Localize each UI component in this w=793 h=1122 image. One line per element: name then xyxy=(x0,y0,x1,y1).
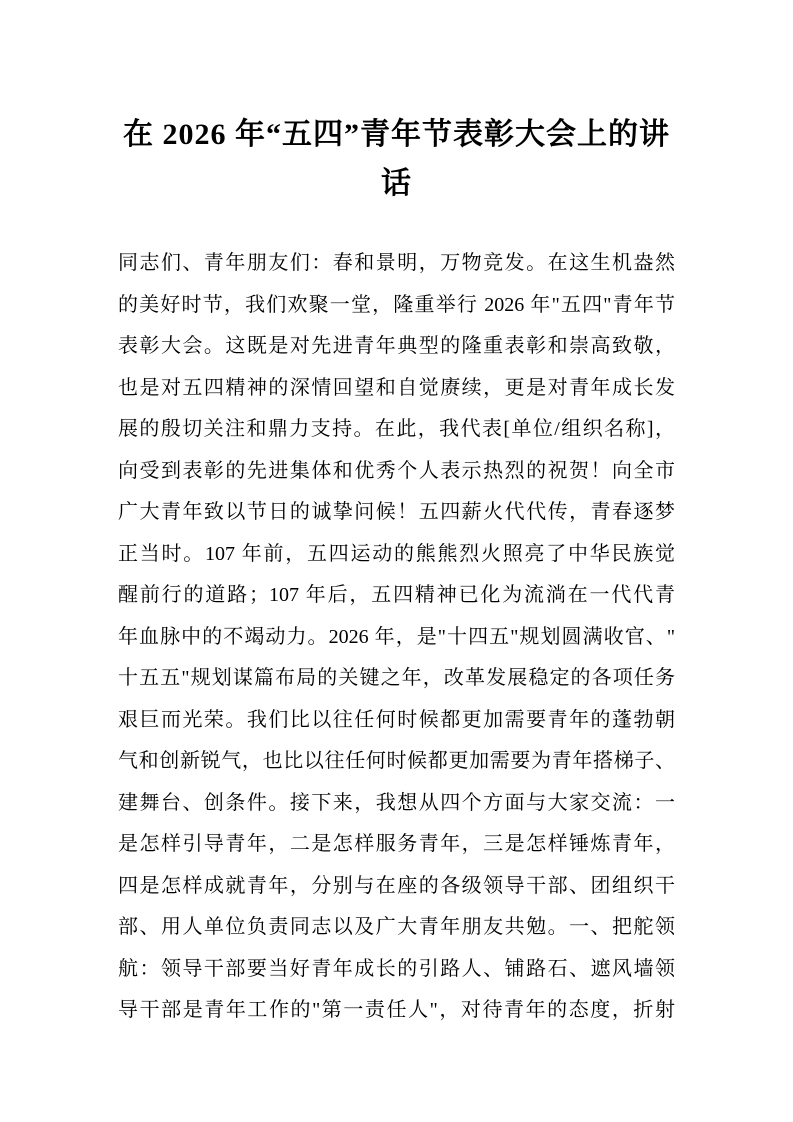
document-body xyxy=(118,243,675,1032)
text-line: 四是怎样成就青年，分别与在座的各级领导干部、团组织干 xyxy=(118,874,675,897)
text-line: 气和创新锐气，也比以往任何时候都更加需要为青年搭梯子、 xyxy=(118,750,675,772)
text-line: 同志们、青年朋友们：春和景明，万物竞发。在这生机盎然 xyxy=(118,252,675,274)
text-line: 艰巨而光荣。我们比以往任何时候都更加需要青年的蓬勃朝 xyxy=(118,708,675,731)
text-line: 也是对五四精神的深情回望和自觉赓续，更是对青年成长发 xyxy=(118,376,675,399)
text-line: 是怎样引导青年，二是怎样服务青年，三是怎样锤炼青年， xyxy=(118,833,675,855)
text-line: 展的殷切关注和鼎力支持。在此，我代表[单位/组织名称]， xyxy=(118,418,675,440)
text-line: 正当时。107 年前，五四运动的熊熊烈火照亮了中华民族觉 xyxy=(118,542,675,565)
text-line: 的美好时节，我们欢聚一堂，隆重举行 2026 年"五四"青年节 xyxy=(118,293,675,316)
title-line: 话 xyxy=(381,167,412,200)
text-line: 航：领导干部要当好青年成长的引路人、铺路石、遮风墙领 xyxy=(118,957,675,980)
text-line: 部、用人单位负责同志以及广大青年朋友共勉。一、把舵领 xyxy=(118,916,675,938)
text-line: 表彰大会。这既是对先进青年典型的隆重表彰和崇高致敬， xyxy=(118,335,675,357)
text-line: 年血脉中的不竭动力。2026 年，是"十四五"规划圆满收官、" xyxy=(118,625,675,648)
text-line: 广大青年致以节日的诚挚问候！五四薪火代代传，青春逐梦 xyxy=(118,501,675,523)
text-line: 十五五"规划谋篇布局的关键之年，改革发展稳定的各项任务 xyxy=(118,667,675,689)
document-title xyxy=(118,110,675,208)
title-line: 在 2026 年“五四”青年节表彰大会上的讲 xyxy=(123,118,670,151)
text-line: 醒前行的道路；107 年后，五四精神已化为流淌在一代代青 xyxy=(118,584,675,606)
text-line: 向受到表彰的先进集体和优秀个人表示热烈的祝贺！向全市 xyxy=(118,459,675,482)
text-line: 导干部是青年工作的"第一责任人"，对待青年的态度，折射 xyxy=(118,999,675,1021)
text-line: 建舞台、创条件。接下来，我想从四个方面与大家交流：一 xyxy=(118,791,675,814)
